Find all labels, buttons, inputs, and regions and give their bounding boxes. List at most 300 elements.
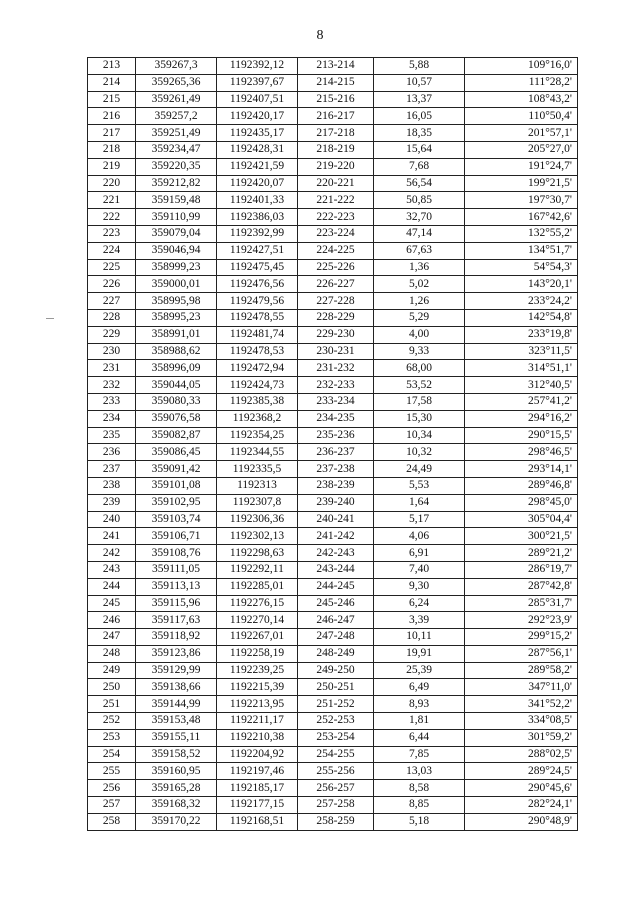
length-cell: 15,30 [374, 410, 465, 427]
y-coordinate-cell: 1192407,51 [217, 91, 298, 108]
table-row [88, 309, 578, 326]
segment-cell: 220-221 [298, 175, 374, 192]
direction-angle-cell: 292°23,9' [465, 612, 578, 629]
x-coordinate-cell: 358995,23 [136, 309, 217, 326]
segment-cell: 235-236 [298, 427, 374, 444]
table-row [88, 209, 578, 226]
segment-cell: 214-215 [298, 74, 374, 91]
x-coordinate-cell: 358996,09 [136, 360, 217, 377]
margin-mark [46, 318, 54, 319]
x-coordinate-cell: 359168,32 [136, 797, 217, 814]
point-number-cell: 219 [88, 158, 136, 175]
direction-angle-cell: 282°24,1' [465, 797, 578, 814]
length-cell: 17,58 [374, 393, 465, 410]
y-coordinate-cell: 1192185,17 [217, 780, 298, 797]
y-coordinate-cell: 1192239,25 [217, 662, 298, 679]
segment-cell: 239-240 [298, 494, 374, 511]
page-number: 8 [316, 28, 324, 43]
direction-angle-cell: 294°16,2' [465, 410, 578, 427]
point-number-cell: 229 [88, 326, 136, 343]
length-cell: 13,37 [374, 91, 465, 108]
point-number-cell: 217 [88, 125, 136, 142]
segment-cell: 249-250 [298, 662, 374, 679]
point-number-cell: 239 [88, 494, 136, 511]
x-coordinate-cell: 359170,22 [136, 813, 217, 830]
table-row [88, 813, 578, 830]
point-number-cell: 238 [88, 477, 136, 494]
x-coordinate-cell: 359076,58 [136, 410, 217, 427]
segment-cell: 227-228 [298, 293, 374, 310]
direction-angle-cell: 134°51,7' [465, 242, 578, 259]
direction-angle-cell: 233°19,8' [465, 326, 578, 343]
segment-cell: 256-257 [298, 780, 374, 797]
segment-cell: 240-241 [298, 511, 374, 528]
point-number-cell: 225 [88, 259, 136, 276]
x-coordinate-cell: 359103,74 [136, 511, 217, 528]
x-coordinate-cell: 359106,71 [136, 528, 217, 545]
direction-angle-cell: 201°57,1' [465, 125, 578, 142]
y-coordinate-cell: 1192397,67 [217, 74, 298, 91]
point-number-cell: 218 [88, 141, 136, 158]
x-coordinate-cell: 359155,11 [136, 729, 217, 746]
table-row [88, 293, 578, 310]
table-row [88, 276, 578, 293]
point-number-cell: 245 [88, 595, 136, 612]
y-coordinate-cell: 1192481,74 [217, 326, 298, 343]
x-coordinate-cell: 358988,62 [136, 343, 217, 360]
length-cell: 13,03 [374, 763, 465, 780]
y-coordinate-cell: 1192204,92 [217, 746, 298, 763]
direction-angle-cell: 286°19,7' [465, 561, 578, 578]
table-row [88, 545, 578, 562]
length-cell: 56,54 [374, 175, 465, 192]
point-number-cell: 221 [88, 192, 136, 209]
length-cell: 10,34 [374, 427, 465, 444]
point-number-cell: 215 [88, 91, 136, 108]
point-number-cell: 249 [88, 662, 136, 679]
y-coordinate-cell: 1192401,33 [217, 192, 298, 209]
segment-cell: 224-225 [298, 242, 374, 259]
point-number-cell: 220 [88, 175, 136, 192]
segment-cell: 243-244 [298, 561, 374, 578]
y-coordinate-cell: 1192211,17 [217, 713, 298, 730]
table-row [88, 91, 578, 108]
segment-cell: 247-248 [298, 629, 374, 646]
point-number-cell: 242 [88, 545, 136, 562]
table-row [88, 780, 578, 797]
segment-cell: 229-230 [298, 326, 374, 343]
table-row [88, 326, 578, 343]
y-coordinate-cell: 1192428,31 [217, 141, 298, 158]
y-coordinate-cell: 1192475,45 [217, 259, 298, 276]
y-coordinate-cell: 1192177,15 [217, 797, 298, 814]
segment-cell: 250-251 [298, 679, 374, 696]
table-row [88, 393, 578, 410]
length-cell: 18,35 [374, 125, 465, 142]
length-cell: 5,17 [374, 511, 465, 528]
length-cell: 6,24 [374, 595, 465, 612]
x-coordinate-cell: 359251,49 [136, 125, 217, 142]
y-coordinate-cell: 1192392,99 [217, 225, 298, 242]
y-coordinate-cell: 1192313 [217, 477, 298, 494]
segment-cell: 231-232 [298, 360, 374, 377]
length-cell: 24,49 [374, 461, 465, 478]
segment-cell: 238-239 [298, 477, 374, 494]
segment-cell: 226-227 [298, 276, 374, 293]
x-coordinate-cell: 359212,82 [136, 175, 217, 192]
y-coordinate-cell: 1192210,38 [217, 729, 298, 746]
segment-cell: 216-217 [298, 108, 374, 125]
table-row [88, 477, 578, 494]
x-coordinate-cell: 359261,49 [136, 91, 217, 108]
direction-angle-cell: 341°52,2' [465, 696, 578, 713]
table-row [88, 242, 578, 259]
segment-cell: 217-218 [298, 125, 374, 142]
segment-cell: 213-214 [298, 58, 374, 75]
direction-angle-cell: 288°02,5' [465, 746, 578, 763]
segment-cell: 258-259 [298, 813, 374, 830]
x-coordinate-cell: 359234,47 [136, 141, 217, 158]
x-coordinate-cell: 359165,28 [136, 780, 217, 797]
length-cell: 25,39 [374, 662, 465, 679]
point-number-cell: 255 [88, 763, 136, 780]
direction-angle-cell: 287°42,8' [465, 578, 578, 595]
point-number-cell: 251 [88, 696, 136, 713]
length-cell: 67,63 [374, 242, 465, 259]
direction-angle-cell: 54°54,3' [465, 259, 578, 276]
segment-cell: 233-234 [298, 393, 374, 410]
direction-angle-cell: 233°24,2' [465, 293, 578, 310]
length-cell: 5,88 [374, 58, 465, 75]
y-coordinate-cell: 1192424,73 [217, 377, 298, 394]
segment-cell: 215-216 [298, 91, 374, 108]
point-number-cell: 216 [88, 108, 136, 125]
segment-cell: 234-235 [298, 410, 374, 427]
table-row [88, 410, 578, 427]
direction-angle-cell: 301°59,2' [465, 729, 578, 746]
table-row [88, 679, 578, 696]
segment-cell: 218-219 [298, 141, 374, 158]
y-coordinate-cell: 1192267,01 [217, 629, 298, 646]
direction-angle-cell: 312°40,5' [465, 377, 578, 394]
y-coordinate-cell: 1192478,53 [217, 343, 298, 360]
length-cell: 1,26 [374, 293, 465, 310]
y-coordinate-cell: 1192478,55 [217, 309, 298, 326]
direction-angle-cell: 289°46,8' [465, 477, 578, 494]
point-number-cell: 246 [88, 612, 136, 629]
table-row [88, 797, 578, 814]
x-coordinate-cell: 359123,86 [136, 645, 217, 662]
point-number-cell: 214 [88, 74, 136, 91]
y-coordinate-cell: 1192421,59 [217, 158, 298, 175]
segment-cell: 236-237 [298, 444, 374, 461]
point-number-cell: 254 [88, 746, 136, 763]
table-row [88, 192, 578, 209]
y-coordinate-cell: 1192298,63 [217, 545, 298, 562]
table-row [88, 427, 578, 444]
x-coordinate-cell: 359115,96 [136, 595, 217, 612]
direction-angle-cell: 287°56,1' [465, 645, 578, 662]
point-number-cell: 256 [88, 780, 136, 797]
x-coordinate-cell: 359118,92 [136, 629, 217, 646]
y-coordinate-cell: 1192302,13 [217, 528, 298, 545]
y-coordinate-cell: 1192306,36 [217, 511, 298, 528]
table-row [88, 74, 578, 91]
x-coordinate-cell: 359129,99 [136, 662, 217, 679]
length-cell: 16,05 [374, 108, 465, 125]
segment-cell: 257-258 [298, 797, 374, 814]
x-coordinate-cell: 359220,35 [136, 158, 217, 175]
point-number-cell: 244 [88, 578, 136, 595]
direction-angle-cell: 167°42,6' [465, 209, 578, 226]
segment-cell: 251-252 [298, 696, 374, 713]
length-cell: 1,64 [374, 494, 465, 511]
direction-angle-cell: 299°15,2' [465, 629, 578, 646]
direction-angle-cell: 257°41,2' [465, 393, 578, 410]
point-number-cell: 227 [88, 293, 136, 310]
y-coordinate-cell: 1192385,38 [217, 393, 298, 410]
y-coordinate-cell: 1192476,56 [217, 276, 298, 293]
y-coordinate-cell: 1192386,03 [217, 209, 298, 226]
y-coordinate-cell: 1192276,15 [217, 595, 298, 612]
table-row [88, 377, 578, 394]
y-coordinate-cell: 1192335,5 [217, 461, 298, 478]
y-coordinate-cell: 1192258,19 [217, 645, 298, 662]
segment-cell: 237-238 [298, 461, 374, 478]
coordinates-table-body [88, 58, 578, 831]
length-cell: 6,91 [374, 545, 465, 562]
y-coordinate-cell: 1192307,8 [217, 494, 298, 511]
y-coordinate-cell: 1192427,51 [217, 242, 298, 259]
length-cell: 5,02 [374, 276, 465, 293]
x-coordinate-cell: 358995,98 [136, 293, 217, 310]
direction-angle-cell: 199°21,5' [465, 175, 578, 192]
x-coordinate-cell: 359144,99 [136, 696, 217, 713]
segment-cell: 254-255 [298, 746, 374, 763]
length-cell: 5,53 [374, 477, 465, 494]
length-cell: 3,39 [374, 612, 465, 629]
segment-cell: 228-229 [298, 309, 374, 326]
table-row [88, 729, 578, 746]
direction-angle-cell: 143°20,1' [465, 276, 578, 293]
x-coordinate-cell: 359101,08 [136, 477, 217, 494]
y-coordinate-cell: 1192392,12 [217, 58, 298, 75]
segment-cell: 255-256 [298, 763, 374, 780]
length-cell: 50,85 [374, 192, 465, 209]
x-coordinate-cell: 359108,76 [136, 545, 217, 562]
direction-angle-cell: 111°28,2' [465, 74, 578, 91]
length-cell: 32,70 [374, 209, 465, 226]
x-coordinate-cell: 359159,48 [136, 192, 217, 209]
point-number-cell: 250 [88, 679, 136, 696]
point-number-cell: 247 [88, 629, 136, 646]
length-cell: 4,06 [374, 528, 465, 545]
direction-angle-cell: 300°21,5' [465, 528, 578, 545]
length-cell: 5,29 [374, 309, 465, 326]
x-coordinate-cell: 359153,48 [136, 713, 217, 730]
x-coordinate-cell: 359082,87 [136, 427, 217, 444]
segment-cell: 245-246 [298, 595, 374, 612]
y-coordinate-cell: 1192270,14 [217, 612, 298, 629]
point-number-cell: 240 [88, 511, 136, 528]
direction-angle-cell: 108°43,2' [465, 91, 578, 108]
x-coordinate-cell: 359091,42 [136, 461, 217, 478]
direction-angle-cell: 109°16,0' [465, 58, 578, 75]
segment-cell: 230-231 [298, 343, 374, 360]
point-number-cell: 252 [88, 713, 136, 730]
table-row [88, 645, 578, 662]
point-number-cell: 253 [88, 729, 136, 746]
point-number-cell: 235 [88, 427, 136, 444]
point-number-cell: 233 [88, 393, 136, 410]
x-coordinate-cell: 359111,05 [136, 561, 217, 578]
y-coordinate-cell: 1192215,39 [217, 679, 298, 696]
segment-cell: 248-249 [298, 645, 374, 662]
segment-cell: 222-223 [298, 209, 374, 226]
segment-cell: 252-253 [298, 713, 374, 730]
length-cell: 4,00 [374, 326, 465, 343]
table-row [88, 696, 578, 713]
length-cell: 8,93 [374, 696, 465, 713]
direction-angle-cell: 289°58,2' [465, 662, 578, 679]
segment-cell: 241-242 [298, 528, 374, 545]
table-row [88, 528, 578, 545]
point-number-cell: 224 [88, 242, 136, 259]
table-row [88, 141, 578, 158]
direction-angle-cell: 298°46,5' [465, 444, 578, 461]
table-row [88, 58, 578, 75]
length-cell: 6,49 [374, 679, 465, 696]
x-coordinate-cell: 359257,2 [136, 108, 217, 125]
x-coordinate-cell: 359102,95 [136, 494, 217, 511]
point-number-cell: 248 [88, 645, 136, 662]
point-number-cell: 237 [88, 461, 136, 478]
table-row [88, 494, 578, 511]
length-cell: 8,85 [374, 797, 465, 814]
x-coordinate-cell: 359265,36 [136, 74, 217, 91]
table-row [88, 595, 578, 612]
y-coordinate-cell: 1192292,11 [217, 561, 298, 578]
table-row [88, 763, 578, 780]
length-cell: 19,91 [374, 645, 465, 662]
coordinates-table [87, 57, 578, 831]
segment-cell: 221-222 [298, 192, 374, 209]
x-coordinate-cell: 359160,95 [136, 763, 217, 780]
table-row [88, 511, 578, 528]
y-coordinate-cell: 1192472,94 [217, 360, 298, 377]
direction-angle-cell: 191°24,7' [465, 158, 578, 175]
table-row [88, 746, 578, 763]
direction-angle-cell: 323°11,5' [465, 343, 578, 360]
table-row [88, 713, 578, 730]
table-row [88, 125, 578, 142]
direction-angle-cell: 142°54,8' [465, 309, 578, 326]
x-coordinate-cell: 359080,33 [136, 393, 217, 410]
x-coordinate-cell: 358991,01 [136, 326, 217, 343]
x-coordinate-cell: 359079,04 [136, 225, 217, 242]
table-row [88, 629, 578, 646]
length-cell: 1,36 [374, 259, 465, 276]
x-coordinate-cell: 359267,3 [136, 58, 217, 75]
segment-cell: 223-224 [298, 225, 374, 242]
direction-angle-cell: 205°27,0' [465, 141, 578, 158]
table-row [88, 578, 578, 595]
length-cell: 8,58 [374, 780, 465, 797]
table-row [88, 259, 578, 276]
segment-cell: 232-233 [298, 377, 374, 394]
point-number-cell: 243 [88, 561, 136, 578]
direction-angle-cell: 314°51,1' [465, 360, 578, 377]
length-cell: 15,64 [374, 141, 465, 158]
direction-angle-cell: 289°21,2' [465, 545, 578, 562]
y-coordinate-cell: 1192435,17 [217, 125, 298, 142]
y-coordinate-cell: 1192168,51 [217, 813, 298, 830]
point-number-cell: 258 [88, 813, 136, 830]
segment-cell: 246-247 [298, 612, 374, 629]
point-number-cell: 213 [88, 58, 136, 75]
segment-cell: 253-254 [298, 729, 374, 746]
direction-angle-cell: 285°31,7' [465, 595, 578, 612]
segment-cell: 225-226 [298, 259, 374, 276]
point-number-cell: 222 [88, 209, 136, 226]
table-row [88, 158, 578, 175]
direction-angle-cell: 334°08,5' [465, 713, 578, 730]
y-coordinate-cell: 1192420,07 [217, 175, 298, 192]
x-coordinate-cell: 359138,66 [136, 679, 217, 696]
x-coordinate-cell: 359110,99 [136, 209, 217, 226]
point-number-cell: 241 [88, 528, 136, 545]
point-number-cell: 234 [88, 410, 136, 427]
direction-angle-cell: 290°45,6' [465, 780, 578, 797]
length-cell: 53,52 [374, 377, 465, 394]
point-number-cell: 232 [88, 377, 136, 394]
y-coordinate-cell: 1192354,25 [217, 427, 298, 444]
length-cell: 6,44 [374, 729, 465, 746]
length-cell: 7,40 [374, 561, 465, 578]
y-coordinate-cell: 1192368,2 [217, 410, 298, 427]
length-cell: 7,68 [374, 158, 465, 175]
segment-cell: 244-245 [298, 578, 374, 595]
y-coordinate-cell: 1192285,01 [217, 578, 298, 595]
direction-angle-cell: 289°24,5' [465, 763, 578, 780]
direction-angle-cell: 290°15,5' [465, 427, 578, 444]
direction-angle-cell: 197°30,7' [465, 192, 578, 209]
table-row [88, 561, 578, 578]
y-coordinate-cell: 1192213,95 [217, 696, 298, 713]
table-row [88, 175, 578, 192]
x-coordinate-cell: 359117,63 [136, 612, 217, 629]
table-row [88, 461, 578, 478]
x-coordinate-cell: 359044,05 [136, 377, 217, 394]
x-coordinate-cell: 359046,94 [136, 242, 217, 259]
segment-cell: 242-243 [298, 545, 374, 562]
length-cell: 10,32 [374, 444, 465, 461]
length-cell: 5,18 [374, 813, 465, 830]
length-cell: 9,30 [374, 578, 465, 595]
table-row [88, 612, 578, 629]
point-number-cell: 231 [88, 360, 136, 377]
direction-angle-cell: 290°48,9' [465, 813, 578, 830]
y-coordinate-cell: 1192479,56 [217, 293, 298, 310]
y-coordinate-cell: 1192197,46 [217, 763, 298, 780]
direction-angle-cell: 298°45,0' [465, 494, 578, 511]
length-cell: 9,33 [374, 343, 465, 360]
y-coordinate-cell: 1192344,55 [217, 444, 298, 461]
x-coordinate-cell: 359113,13 [136, 578, 217, 595]
direction-angle-cell: 110°50,4' [465, 108, 578, 125]
length-cell: 47,14 [374, 225, 465, 242]
direction-angle-cell: 305°04,4' [465, 511, 578, 528]
